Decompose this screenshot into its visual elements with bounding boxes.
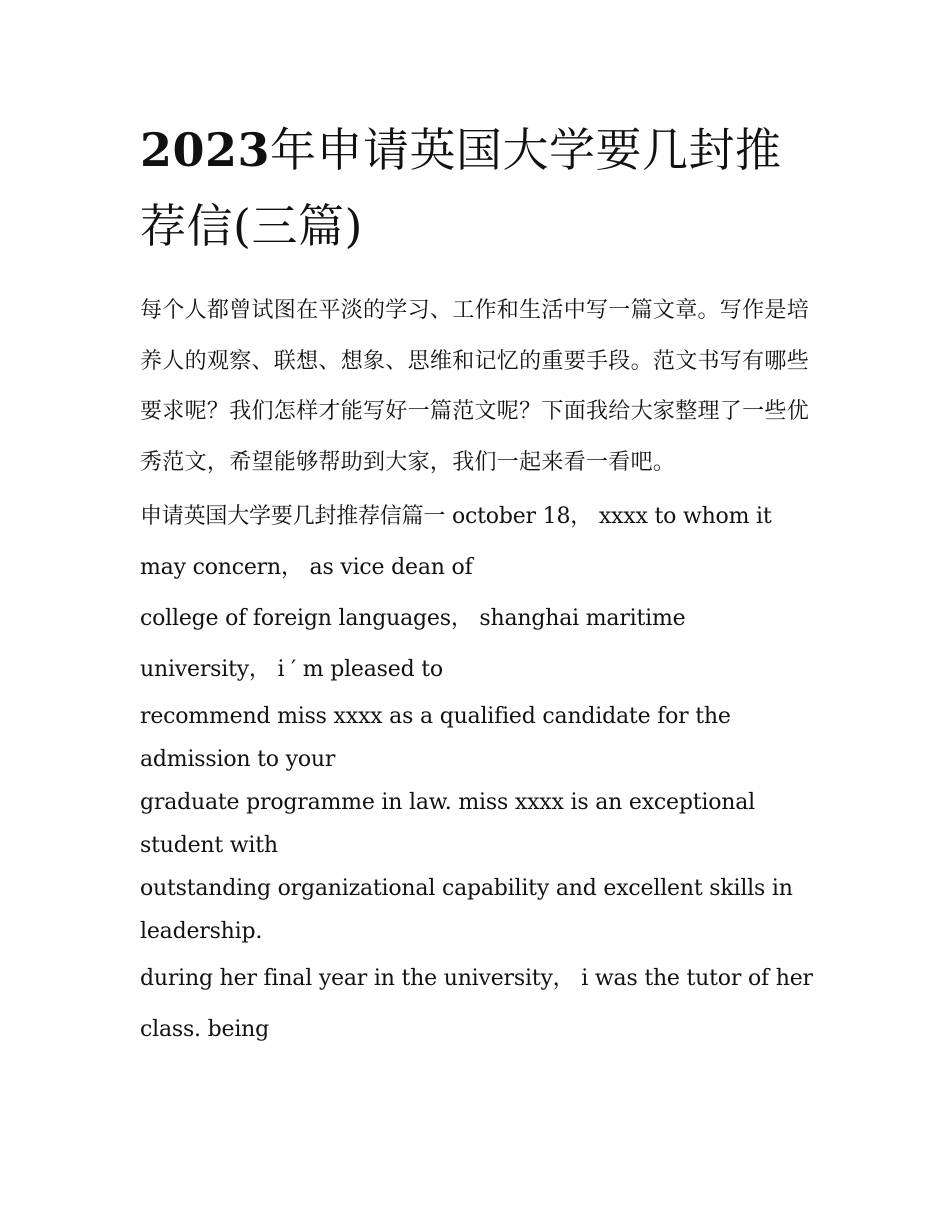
letter-paragraph-1: 申请英国大学要几封推荐信篇一 october 18， xxxx to whom it may concern， as vice dean of: [140, 504, 772, 580]
letter-paragraph-5: outstanding organizational capability and excellent skills in leadership.: [140, 876, 793, 944]
document-page: [140, 112, 815, 1055]
title-year: 2023: [140, 123, 271, 177]
letter-paragraph-2: college of foreign languages， shanghai maritime university， i ′ m pleased to: [140, 606, 686, 682]
document-title: [140, 112, 815, 264]
intro-paragraph: 每个人都曾试图在平淡的学习、工作和生活中写一篇文章。写作是培养人的观察、联想、想象、思维和记忆的重要手段。范文书写有哪些要求呢？我们怎样才能写好一篇范文呢？下面我给大家整理了一些优秀范文，希望能够帮助到大家，我们一起来看一看吧。: [140, 298, 810, 475]
letter-paragraph-3: recommend miss xxxx as a qualified candidate for the admission to your: [140, 704, 731, 772]
letter-paragraph-6: during her final year in the university， i was the tutor of her class. being: [140, 966, 813, 1042]
letter-paragraph-4: graduate programme in law. miss xxxx is an exceptional student with: [140, 790, 755, 858]
title-text: 年申请英国大学要几封推荐信(三篇): [140, 123, 782, 253]
